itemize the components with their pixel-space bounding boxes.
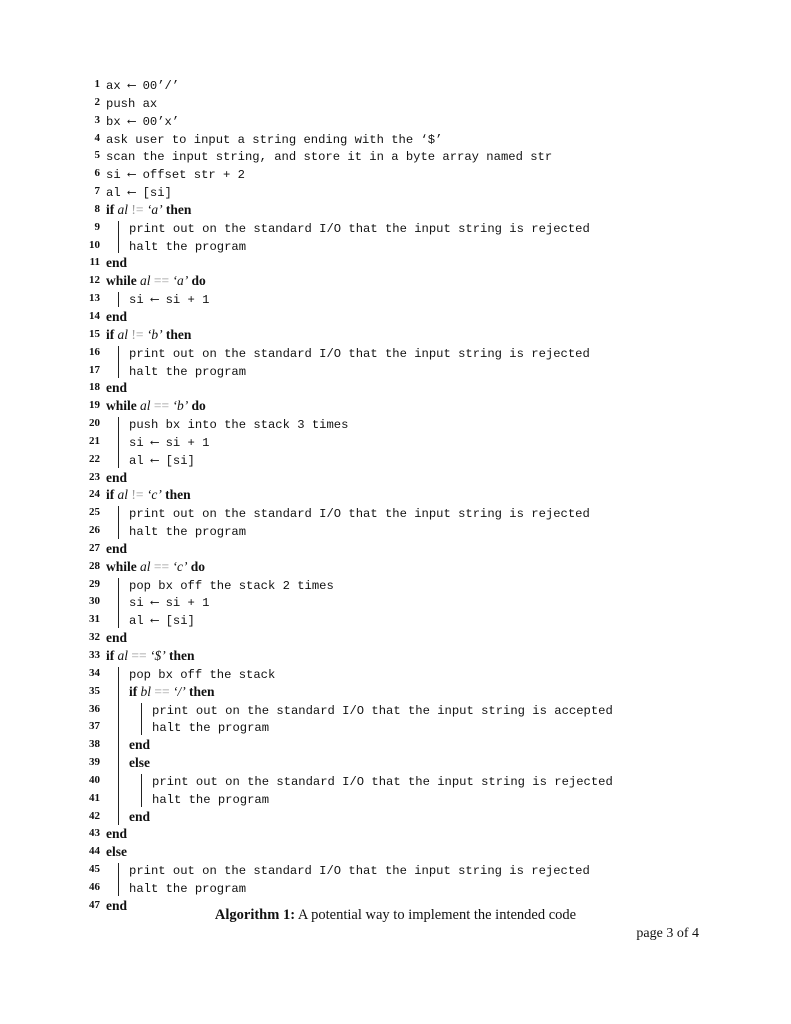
code-text: ask user to input a string ending with the ‘$’: [106, 132, 443, 147]
algorithm-line: [70, 326, 710, 344]
line-number: 36: [89, 702, 100, 715]
algorithm-line: [70, 808, 710, 826]
code-text: pop bx off the stack 2 times: [129, 578, 334, 593]
algorithm-line: [70, 272, 710, 290]
algorithm-line: [70, 486, 710, 504]
block-indent-line: [118, 667, 119, 825]
line-number: 16: [89, 345, 100, 358]
line-number: 40: [89, 773, 100, 786]
code-text: ax ⟵ 00’/’: [106, 79, 180, 93]
line-number: 15: [89, 327, 100, 340]
algorithm-line: [70, 861, 710, 879]
keyword: while: [106, 398, 137, 414]
algorithm-line: [70, 433, 710, 451]
line-number: 4: [94, 131, 100, 144]
code-text: halt the program: [129, 239, 247, 254]
condition: [118, 648, 166, 663]
line-code: [106, 326, 191, 344]
code-text: push ax: [106, 96, 158, 111]
keyword: then: [165, 201, 192, 217]
condition-operator: ==: [153, 558, 170, 574]
code-text: si ⟵ offset str + 2: [106, 168, 245, 183]
line-code: [106, 379, 127, 397]
line-number: 7: [94, 185, 100, 198]
condition-value: ‘b’: [172, 398, 189, 414]
line-number: 2: [94, 95, 100, 108]
line-number: 37: [89, 720, 100, 733]
condition-value: ‘/’: [173, 683, 186, 699]
keyword: else: [129, 755, 150, 771]
line-code: [129, 736, 150, 754]
block-indent-line: [141, 703, 142, 736]
line-number: 22: [89, 452, 100, 465]
algorithm-line: [70, 611, 710, 629]
line-number: 9: [94, 220, 100, 233]
condition-var: al: [117, 326, 129, 342]
algorithm-block: [70, 76, 710, 915]
algorithm-line: [70, 397, 710, 415]
line-number: 45: [89, 863, 100, 876]
algorithm-line: [70, 415, 710, 433]
algorithm-line: [70, 254, 710, 272]
keyword: if: [106, 648, 115, 663]
condition: [140, 398, 188, 413]
algorithm-line: [70, 843, 710, 861]
algorithm-line: [70, 772, 710, 790]
line-number: 5: [94, 149, 100, 162]
block-indent-line: [118, 221, 119, 254]
line-code: [106, 308, 127, 326]
condition-var: al: [140, 558, 151, 574]
line-code: [106, 397, 206, 415]
algorithm-line: [70, 754, 710, 772]
algorithm-line: [70, 451, 710, 469]
condition-value: ‘c’: [172, 558, 188, 574]
algorithm-line: [70, 237, 710, 255]
code-text: si ⟵ si + 1: [129, 293, 210, 308]
condition-operator: ==: [153, 398, 170, 414]
block-indent-line: [118, 292, 119, 307]
line-number: 18: [89, 381, 100, 394]
keyword: end: [106, 380, 128, 396]
line-number: 34: [89, 666, 100, 679]
code-text: halt the program: [129, 881, 247, 896]
code-text: al ⟵ [si]: [129, 614, 195, 629]
block-indent-line: [118, 346, 119, 379]
algorithm-caption: [0, 907, 791, 924]
line-number: 26: [89, 524, 100, 537]
keyword: do: [191, 398, 206, 414]
code-text: print out on the standard I/O that the input string is accepted: [152, 703, 613, 718]
code-text: scan the input string, and store it in a byte array named str: [106, 150, 553, 165]
line-code: [129, 754, 150, 772]
line-number: 12: [89, 274, 100, 287]
line-number: 1: [94, 78, 100, 90]
algorithm-line: [70, 112, 710, 130]
line-number: 10: [89, 238, 100, 251]
keyword: if: [106, 326, 115, 342]
algorithm-line: [70, 593, 710, 611]
condition-value: ‘a’: [172, 273, 189, 289]
condition-operator: !=: [131, 487, 144, 503]
algorithm-line: [70, 308, 710, 326]
condition-value: ‘c’: [146, 487, 162, 503]
algorithm-line: [70, 165, 710, 183]
line-number: 24: [89, 488, 100, 501]
code-text: print out on the standard I/O that the input string is rejected: [152, 774, 613, 789]
line-number: 8: [94, 202, 100, 215]
code-text: print out on the standard I/O that the input string is rejected: [129, 864, 590, 879]
keyword: then: [165, 487, 191, 503]
condition: [141, 684, 186, 699]
keyword: then: [169, 648, 195, 663]
keyword: if: [106, 201, 115, 217]
code-text: al ⟵ [si]: [129, 453, 195, 468]
line-number: 38: [89, 738, 100, 751]
line-code: [106, 558, 205, 576]
keyword: end: [106, 308, 128, 324]
algorithm-line: [70, 558, 710, 576]
line-number: 28: [89, 559, 100, 572]
line-number: 19: [89, 399, 100, 412]
algorithm-line: [70, 379, 710, 397]
code-text: print out on the standard I/O that the input string is rejected: [129, 507, 590, 522]
line-code: [106, 469, 127, 487]
algorithm-line: [70, 522, 710, 540]
condition: [118, 327, 163, 342]
algorithm-line: [70, 665, 710, 683]
keyword: end: [129, 737, 151, 753]
block-indent-line: [141, 774, 142, 807]
block-indent-line: [118, 506, 119, 539]
keyword: end: [106, 255, 128, 271]
keyword: else: [106, 844, 127, 860]
line-number: 6: [94, 167, 100, 180]
condition-operator: !=: [131, 201, 144, 217]
keyword: end: [106, 469, 128, 485]
line-number: 20: [89, 417, 100, 430]
line-code: [106, 825, 127, 843]
line-code: [106, 486, 191, 504]
line-number: 39: [89, 756, 100, 769]
algorithm-line: [70, 469, 710, 487]
algorithm-line: [70, 183, 710, 201]
page-number: page 3 of 4: [636, 926, 699, 941]
condition-var: bl: [140, 683, 152, 699]
code-text: pop bx off the stack: [129, 667, 276, 682]
keyword: end: [106, 897, 128, 913]
line-number: 14: [89, 309, 100, 322]
line-code: [129, 683, 215, 701]
code-text: bx ⟵ 00’x’: [106, 114, 180, 129]
algorithm-line: [70, 683, 710, 701]
algorithm-line: [70, 147, 710, 165]
keyword: then: [165, 326, 192, 342]
keyword: while: [106, 558, 137, 574]
line-number: 43: [89, 827, 100, 840]
condition-operator: ==: [153, 273, 170, 289]
algorithm-line: [70, 504, 710, 522]
line-number: 32: [89, 631, 100, 644]
line-code: [106, 254, 127, 272]
line-code: [106, 629, 127, 647]
line-number: 23: [89, 470, 100, 483]
algorithm-line: [70, 701, 710, 719]
condition-var: al: [117, 201, 129, 217]
condition: [140, 559, 187, 574]
code-text: push bx into the stack 3 times: [129, 418, 349, 433]
condition-var: al: [117, 648, 129, 663]
code-text: si ⟵ si + 1: [129, 596, 210, 611]
line-number: 21: [89, 434, 100, 447]
algorithm-line: [70, 825, 710, 843]
condition-var: al: [117, 487, 129, 503]
code-text: si ⟵ si + 1: [129, 435, 210, 450]
algorithm-line: [70, 879, 710, 897]
condition-value: ‘b’: [146, 326, 163, 342]
block-indent-line: [118, 417, 119, 468]
code-text: print out on the standard I/O that the input string is rejected: [129, 221, 590, 236]
line-number: 41: [89, 791, 100, 804]
line-number: 35: [89, 684, 100, 697]
line-number: 11: [89, 256, 100, 269]
line-code: [106, 272, 206, 290]
keyword: end: [106, 826, 128, 842]
algorithm-line: [70, 736, 710, 754]
keyword: end: [106, 630, 128, 646]
block-indent-line: [118, 863, 119, 896]
algorithm-line: [70, 718, 710, 736]
algorithm-line: [70, 790, 710, 808]
condition-var: al: [140, 398, 151, 414]
algorithm-line: [70, 540, 710, 558]
caption-label: Algorithm 1:: [214, 907, 296, 923]
code-text: halt the program: [129, 364, 247, 379]
algorithm-line: [70, 629, 710, 647]
algorithm-line: [70, 290, 710, 308]
algorithm-line: [70, 344, 710, 362]
line-number: 44: [89, 845, 100, 858]
code-text: halt the program: [152, 792, 270, 807]
algorithm-line: [70, 76, 710, 94]
condition: [118, 487, 162, 502]
code-text: halt the program: [152, 721, 270, 736]
condition-value: ‘$’: [150, 648, 166, 663]
algorithm-line: [70, 201, 710, 219]
line-number: 3: [94, 113, 100, 126]
line-number: 27: [89, 541, 100, 554]
keyword: do: [191, 273, 206, 289]
line-number: 17: [89, 363, 100, 376]
algorithm-line: [70, 576, 710, 594]
line-code: [106, 843, 127, 861]
condition-operator: !=: [131, 326, 144, 342]
condition: [118, 202, 163, 217]
algorithm-line: [70, 219, 710, 237]
line-number: 25: [89, 506, 100, 519]
line-code: [106, 201, 191, 219]
condition-value: ‘a’: [146, 201, 163, 217]
condition-operator: ==: [154, 683, 170, 699]
line-number: 30: [89, 595, 100, 608]
algorithm-line: [70, 647, 710, 665]
keyword: if: [129, 683, 138, 699]
condition-var: al: [140, 273, 151, 289]
keyword: do: [190, 558, 206, 574]
line-number: 31: [89, 613, 100, 626]
keyword: end: [129, 808, 151, 824]
line-code: [106, 540, 127, 558]
algorithm-line: [70, 94, 710, 112]
keyword: end: [106, 540, 128, 556]
code-text: halt the program: [129, 525, 247, 540]
line-number: 42: [89, 809, 100, 822]
condition: [140, 273, 188, 288]
keyword: if: [106, 487, 115, 503]
line-number: 47: [89, 898, 100, 911]
line-code: [106, 647, 195, 665]
code-text: al ⟵ [si]: [106, 186, 172, 201]
caption-text: A potential way to implement the intended code: [297, 907, 577, 923]
keyword: while: [106, 273, 137, 289]
line-number: 46: [89, 880, 100, 893]
algorithm-line: [70, 130, 710, 148]
condition-operator: ==: [131, 648, 147, 663]
code-text: print out on the standard I/O that the input string is rejected: [129, 346, 590, 361]
line-number: 13: [89, 292, 100, 305]
line-number: 29: [89, 577, 100, 590]
block-indent-line: [118, 578, 119, 629]
line-code: [129, 808, 150, 826]
algorithm-line: [70, 362, 710, 380]
keyword: then: [189, 683, 215, 699]
line-number: 33: [89, 649, 100, 661]
